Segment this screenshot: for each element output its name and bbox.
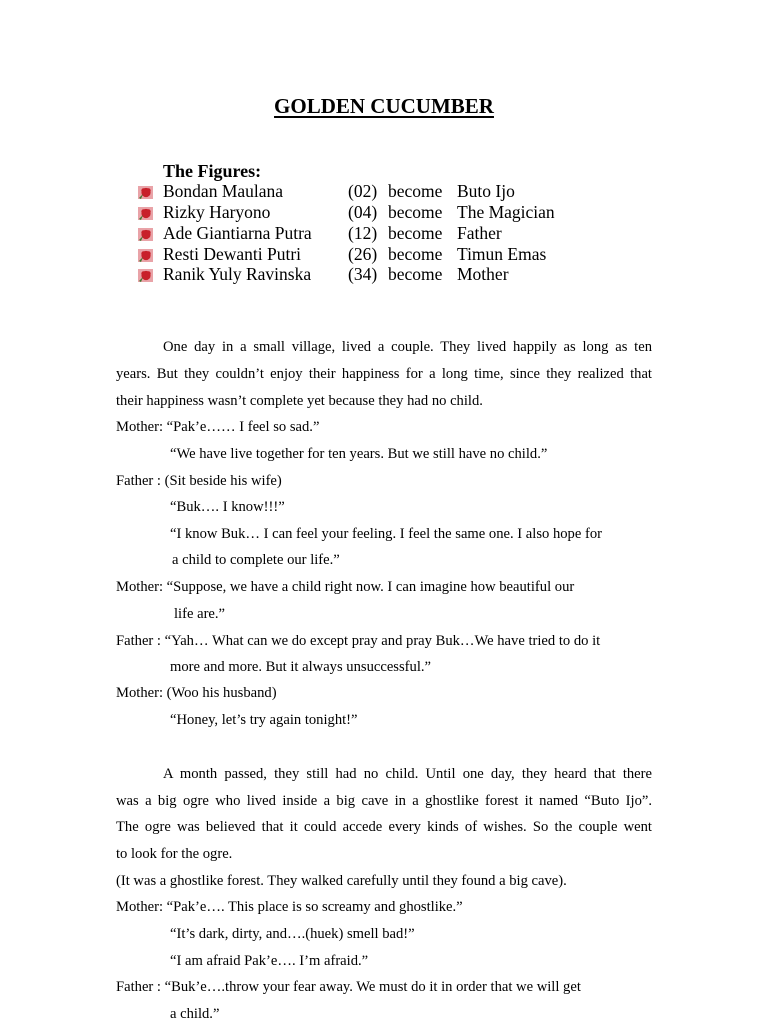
flower-bullet-icon: [137, 267, 155, 282]
dialogue-line: Father : “Buk’e….throw your fear away. We must do it in order that we will get: [116, 979, 581, 995]
dialogue-line: Father : (Sit beside his wife): [116, 473, 282, 489]
figure-number: (12): [348, 223, 378, 243]
figure-name: Bondan Maulana: [163, 181, 284, 201]
dialogue-line: life are.”: [174, 606, 226, 622]
figure-name: Ade Giantiarna Putra: [163, 223, 312, 243]
figure-number: (34): [348, 264, 378, 284]
dialogue-line: Mother: “Pak’e…… I feel so sad.”: [116, 419, 320, 435]
dialogue-line: Mother: “Suppose, we have a child right now. I can imagine how beautiful our: [116, 579, 575, 595]
figure-number: (26): [348, 244, 378, 264]
story-line: their happiness wasn’t complete yet because they had no child.: [116, 393, 483, 409]
dialogue-line: more and more. But it always unsuccessful.”: [170, 659, 431, 675]
story-line: was a big ogre who lived inside a big cave in a ghostlike forest it named “Buto Ijo”.: [116, 793, 652, 809]
story-line: The ogre was believed that it could accede every kinds of wishes. So the couple went: [116, 819, 652, 835]
figure-name: Resti Dewanti Putri: [163, 244, 302, 264]
become-word: become: [388, 202, 443, 222]
dialogue-line: “We have live together for ten years. But we still have no child.”: [170, 446, 548, 462]
flower-bullet-icon: [137, 247, 155, 262]
dialogue-line: a child.”: [170, 1006, 220, 1022]
become-word: become: [388, 264, 443, 284]
figures-heading: The Figures:: [163, 161, 262, 181]
dialogue-line: “It’s dark, dirty, and….(huek) smell bad!”: [170, 926, 415, 942]
become-word: become: [388, 181, 443, 201]
figure-role: Timun Emas: [457, 244, 547, 264]
dialogue-line: Mother: (Woo his husband): [116, 685, 277, 701]
dialogue-line: “I am afraid Pak’e…. I’m afraid.”: [170, 953, 369, 969]
dialogue-line: a child to complete our life.”: [172, 552, 340, 568]
figure-role: Buto Ijo: [457, 181, 515, 201]
figure-name: Ranik Yuly Ravinska: [163, 264, 312, 284]
dialogue-line: “Honey, let’s try again tonight!”: [170, 712, 358, 728]
become-word: become: [388, 223, 443, 243]
figure-role: The Magician: [457, 202, 555, 222]
flower-bullet-icon: [137, 205, 155, 220]
flower-bullet-icon: [137, 226, 155, 241]
dialogue-line: Father : “Yah… What can we do except pray and pray Buk…We have tried to do it: [116, 633, 601, 649]
become-word: become: [388, 244, 443, 264]
story-line: One day in a small village, lived a couple. They lived happily as long as ten: [163, 339, 652, 355]
figure-role: Mother: [457, 264, 509, 284]
flower-bullet-icon: [137, 184, 155, 199]
stage-direction: (It was a ghostlike forest. They walked carefully until they found a big cave).: [116, 873, 567, 889]
page-title: GOLDEN CUCUMBER: [274, 94, 494, 118]
dialogue-line: “Buk…. I know!!!”: [170, 499, 285, 515]
figure-number: (02): [348, 181, 378, 201]
story-line: A month passed, they still had no child. Until one day, they heard that there: [163, 766, 652, 782]
figure-role: Father: [457, 223, 502, 243]
story-line: years. But they couldn’t enjoy their happiness for a long time, since they realized that: [116, 366, 652, 382]
story-line: to look for the ogre.: [116, 846, 233, 862]
dialogue-line: Mother: “Pak’e…. This place is so screamy and ghostlike.”: [116, 899, 463, 915]
dialogue-line: “I know Buk… I can feel your feeling. I feel the same one. I also hope for: [170, 526, 602, 542]
figure-name: Rizky Haryono: [163, 202, 271, 222]
figure-number: (04): [348, 202, 378, 222]
